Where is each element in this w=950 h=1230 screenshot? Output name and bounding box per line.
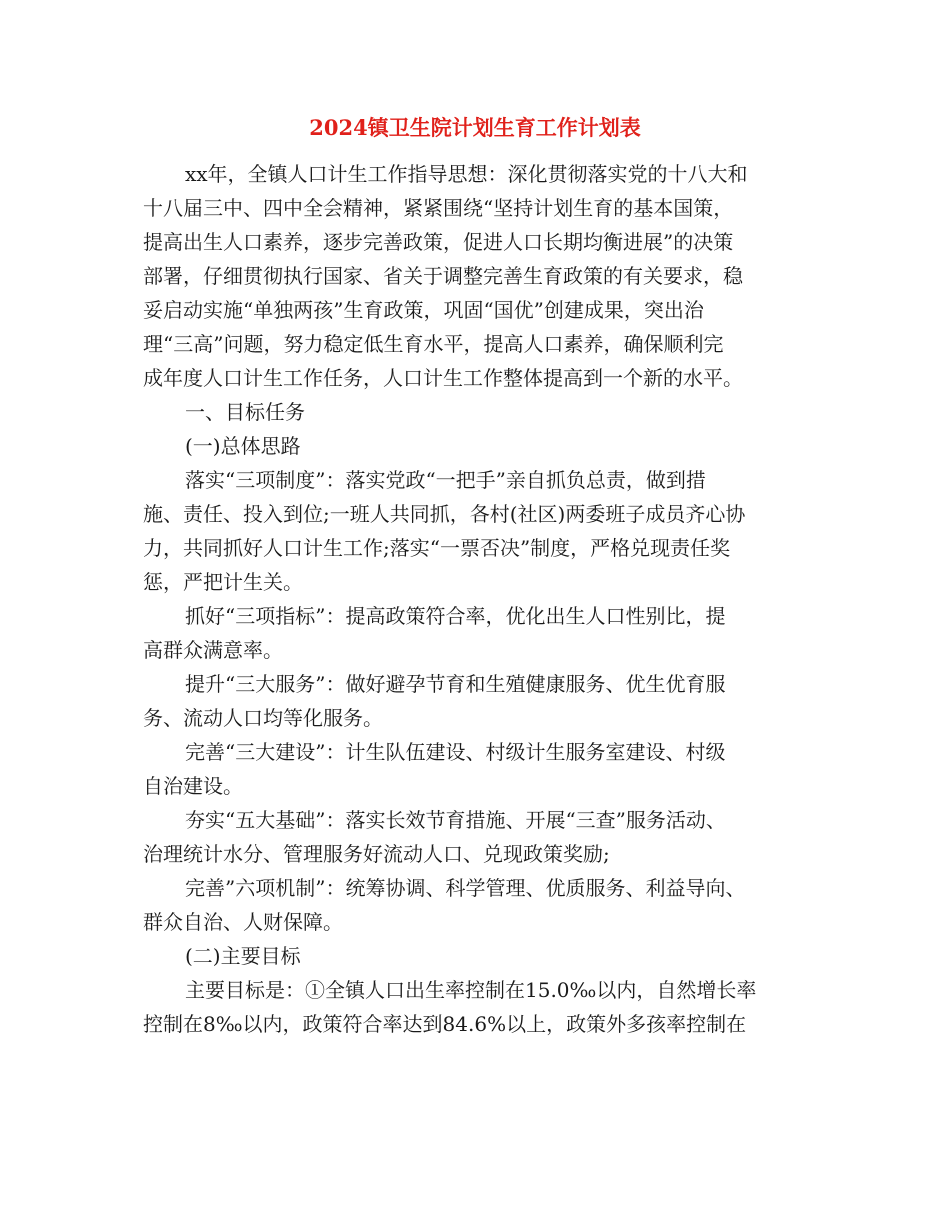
text-line: 一、目标任务 — [185, 400, 305, 424]
document-body — [143, 157, 811, 1041]
text-line: 完善“三大建设”：计生队伍建设、村级计生服务室建设、村级 — [185, 740, 726, 764]
text-line: 施、责任、投入到位;一班人共同抓，各村(社区)两委班子成员齐心协 — [143, 502, 746, 526]
text-line: 成年度人口计生工作任务，人口计生工作整体提高到一个新的水平。 — [143, 366, 743, 390]
text-line: 提高出生人口素养，逐步完善政策，促进人口长期均衡进展”的决策 — [143, 230, 734, 254]
text-line: xx年，全镇人口计生工作指导思想：深化贯彻落实党的十八大和 — [185, 162, 748, 186]
text-line: 主要目标是：①全镇人口出生率控制在15.0‰以内，自然增长率 — [185, 978, 757, 1002]
text-line: 十八届三中、四中全会精神，紧紧围绕“坚持计划生育的基本国策， — [143, 196, 734, 220]
document-title: 2024镇卫生院计划生育工作计划表 — [309, 115, 641, 140]
text-line: (二)主要目标 — [185, 944, 301, 968]
text-line: 高群众满意率。 — [143, 638, 283, 662]
text-line: 治理统计水分、管理服务好流动人口、兑现政策奖励; — [143, 842, 610, 866]
text-line: 力，共同抓好人口计生工作;落实“一票否决”制度，严格兑现责任奖 — [143, 536, 731, 560]
text-line: 理“三高”问题，努力稳定低生育水平，提高人口素养，确保顺利完 — [143, 332, 724, 356]
text-line: 控制在8‰以内，政策符合率达到84.6%以上，政策外多孩率控制在 — [143, 1012, 747, 1036]
text-line: 部署，仔细贯彻执行国家、省关于调整完善生育政策的有关要求，稳 — [143, 264, 743, 288]
text-line: 惩，严把计生关。 — [143, 570, 303, 594]
text-line: 落实“三项制度”：落实党政“一把手”亲自抓负总责，做到措 — [185, 468, 706, 492]
text-line: 抓好“三项指标”：提高政策符合率，优化出生人口性别比，提 — [185, 604, 726, 628]
text-line: 完善”六项机制”：统筹协调、科学管理、优质服务、利益导向、 — [185, 876, 746, 900]
text-line: 群众自治、人财保障。 — [143, 910, 343, 934]
text-line: 夯实“五大基础”：落实长效节育措施、开展“三查”服务活动、 — [185, 808, 726, 832]
text-line: 务、流动人口均等化服务。 — [143, 706, 383, 730]
text-line: 自治建设。 — [143, 774, 243, 798]
text-line: 妥启动实施“单独两孩”生育政策，巩固“国优”创建成果，突出治 — [143, 298, 704, 322]
text-line: 提升“三大服务”：做好避孕节育和生殖健康服务、优生优育服 — [185, 672, 726, 696]
text-line: (一)总体思路 — [185, 434, 301, 458]
